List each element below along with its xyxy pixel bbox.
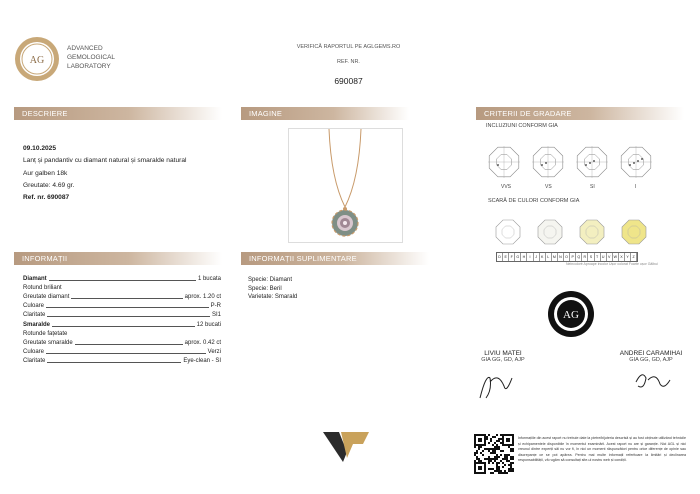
signer-2-title: GIA GG, GD, AJP — [629, 357, 673, 363]
info-row-key: Culoare — [23, 303, 45, 310]
color-letter: E — [503, 253, 509, 261]
color-letter: P — [570, 253, 576, 261]
color-letter: N — [558, 253, 564, 261]
color-letter: T — [595, 253, 601, 261]
color-letter: Q — [576, 253, 582, 261]
section-description: DESCRIERE — [14, 107, 222, 120]
color-letter: K — [540, 253, 546, 261]
info-row-key: Claritate — [23, 312, 46, 319]
lab-seal-logo — [14, 36, 60, 82]
info-row-value: P-R — [210, 303, 221, 310]
signature-2-scribble — [630, 368, 674, 394]
color-letter: J — [534, 253, 540, 261]
info-row-key: Diamant — [23, 276, 47, 282]
info-row-value: Eye-clean - SI — [183, 357, 221, 364]
info-row — [23, 348, 221, 356]
color-letter: X — [619, 253, 625, 261]
item-ref: Ref. nr. 690087 — [23, 194, 70, 201]
info-row — [23, 302, 221, 310]
info-row-value: 1 bucata — [197, 276, 221, 282]
info-row-key: Greutate smaralde — [23, 339, 73, 346]
signer-2-name: ANDREI CARAMIHAI — [619, 350, 683, 357]
info-row — [23, 284, 221, 292]
lab-name: ADVANCED GEMOLOGICAL LABORATORY — [67, 45, 116, 70]
color-diamond — [538, 220, 562, 244]
info-row-leader — [52, 326, 195, 327]
svg-text:AG: AG — [29, 55, 45, 66]
color-letter: V — [607, 253, 613, 261]
color-diamond — [496, 220, 520, 244]
signature-2 — [606, 350, 696, 363]
info-row-key: Rotunde fațetate — [23, 330, 68, 337]
info-row — [23, 311, 221, 319]
color-letter: F — [509, 253, 515, 261]
color-scale-title: SCARĂ DE CULORI CONFORM GIA — [488, 198, 580, 204]
info-row-key: Smaralde — [23, 321, 51, 328]
info-row-value: aprox. 0.42 ct — [184, 339, 221, 346]
color-letter: U — [601, 253, 607, 261]
color-letter: H — [521, 253, 527, 261]
verify-title: VERIFICĂ RAPORTUL PE AGLGEMS.RO — [296, 44, 401, 50]
clarity-label-vs: VS — [545, 184, 552, 190]
info-row-leader — [49, 280, 196, 281]
info-row-leader — [47, 316, 210, 317]
brand-v-logo — [323, 432, 369, 468]
info-row-value: aprox. 1.20 ct — [184, 294, 221, 301]
extra-species-1: Specie: Diamant — [248, 277, 293, 283]
signer-1-name: LIVIU MATEI — [484, 350, 522, 357]
clarity-diagram — [620, 146, 652, 178]
agl-black-seal — [547, 290, 595, 338]
qr-code[interactable] — [474, 434, 514, 474]
ref-label: REF. NR. — [337, 59, 360, 65]
clarity-diagram — [488, 146, 520, 178]
color-letter: G — [515, 253, 521, 261]
info-row — [23, 330, 221, 338]
info-row-key: Rotund briliant — [23, 285, 62, 292]
info-row-leader — [46, 307, 209, 308]
color-scale-caption: Neincoloré Aproape incolor Ușor colorat Foarte ușor Gălbui — [566, 262, 658, 266]
info-row — [23, 275, 221, 283]
info-row-key: Culoare — [23, 348, 45, 355]
info-row-key: Greutate diamant — [23, 294, 70, 301]
color-letter: W — [613, 255, 618, 259]
info-row — [23, 293, 221, 301]
color-letter: S — [588, 253, 594, 261]
extra-info — [248, 276, 297, 302]
color-letter: D — [497, 253, 503, 261]
info-row-leader — [46, 353, 206, 354]
info-row — [23, 321, 221, 329]
ref-number: 690087 — [334, 76, 363, 86]
item-title: Lanț și pandantiv cu diamant natural și smaralde natural — [23, 157, 187, 164]
color-letter: Y — [625, 253, 631, 261]
color-letter: L — [546, 253, 552, 261]
clarity-diagram — [532, 146, 564, 178]
inclusions-title: INCLUZIUNI CONFORM GIA — [486, 123, 558, 129]
info-row-value: SI1 — [211, 312, 221, 319]
color-letter: R — [582, 253, 588, 261]
info-row-leader — [75, 344, 183, 345]
color-scale-bar — [496, 252, 638, 262]
color-diamond — [622, 220, 646, 244]
item-weight: Greutate: 4.69 gr. — [23, 182, 75, 189]
extra-species-2: Specie: Beril — [248, 285, 282, 292]
info-row-value: Verzi — [207, 348, 221, 355]
clarity-label-i: I — [635, 184, 637, 190]
color-diamond — [580, 220, 604, 244]
report-date: 09.10.2025 — [23, 145, 57, 152]
clarity-diagram — [576, 146, 608, 178]
section-info: INFORMAȚII — [14, 252, 222, 265]
info-row-leader — [71, 298, 182, 299]
svg-text:AG: AG — [563, 309, 579, 321]
clarity-diagrams — [488, 144, 668, 188]
footer-disclaimer: Informațiile din acest raport nu trebuie date la pietre/bijuteria descrisă și au fost obținute utilizând tehnicile și echipamentele disponibile în momentul examinării. Acest raport nu are și garanție. Nici AGL și nici vreunul dintre experții săi nu vor fi, în nici un moment răspunzători pentru orice diferențe de opinie sau discrepanțe ce se pot apărea. Pentru mai multe informații referitoare la limitări și declinarea responsabilității, vă rugăm să consultați site-ul nostru web și condiții. — [518, 436, 686, 463]
info-row-key: Claritate — [23, 357, 46, 364]
color-letter: O — [564, 253, 570, 261]
signature-1-scribble — [476, 368, 520, 404]
item-metal: Aur galben 18k — [23, 170, 68, 177]
clarity-label-vvs: VVS — [501, 184, 512, 190]
info-row — [23, 339, 221, 347]
extra-variety: Varietate: Smarald — [248, 294, 298, 300]
color-letter: M — [552, 253, 558, 261]
color-letter: Z — [631, 253, 637, 261]
product-image — [288, 128, 403, 243]
info-row-leader — [47, 362, 181, 363]
section-criteria: CRITERII DE GRADARE — [476, 107, 684, 120]
color-letter: I — [527, 253, 533, 261]
signature-1 — [463, 350, 543, 363]
info-row — [23, 357, 221, 365]
info-row-value: 12 bucati — [196, 321, 221, 328]
clarity-label-si: SI — [590, 184, 595, 190]
color-diamonds — [488, 218, 668, 248]
section-image: IMAGINE — [241, 107, 409, 120]
section-extra: INFORMAȚII SUPLIMENTARE — [241, 252, 429, 265]
signer-1-title: GIA GG, GD, AJP — [481, 357, 525, 363]
